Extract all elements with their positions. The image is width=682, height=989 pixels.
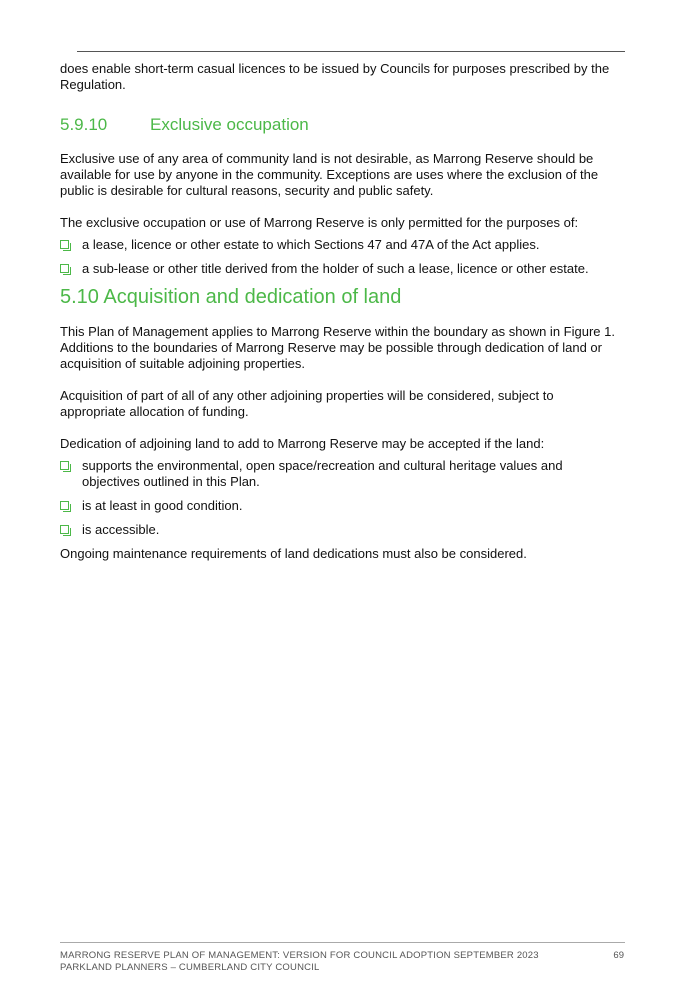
list-item-text: is accessible. — [82, 522, 160, 537]
acquisition-paragraph-4: Ongoing maintenance requirements of land dedications must also be considered. — [60, 546, 527, 561]
section-heading-5-10: 5.10 Acquisition and dedication of land — [60, 286, 402, 308]
intro-paragraph: does enable short-term casual licences to be issued by Councils for purposes prescribed by the Regulation. — [60, 61, 610, 92]
exclusive-occupation-paragraph-2: The exclusive occupation or use of Marrong Reserve is only permitted for the purposes of: — [60, 215, 579, 230]
checkbox-bullet-icon — [60, 264, 69, 273]
exclusive-occupation-paragraph-1: Exclusive use of any area of community land is not desirable, as Marrong Reserve should be available for use by anyone in the community. Exceptions are uses where the exclusion of the public is desirable for cultural reasons, security and public safety. — [60, 151, 599, 198]
list-item-text: is at least in good condition. — [82, 498, 243, 513]
list-item-text: a lease, licence or other estate to which Sections 47 and 47A of the Act applies. — [82, 237, 540, 252]
dedication-criteria-list — [60, 458, 622, 538]
section-title: Exclusive occupation — [150, 115, 309, 134]
acquisition-paragraph-2: Acquisition of part of all of any other adjoining properties will be considered, subject to appropriate allocation of funding. — [60, 388, 554, 419]
footer-line-2: PARKLAND PLANNERS – CUMBERLAND CITY COUNCIL — [60, 962, 320, 973]
page-content — [60, 61, 622, 578]
page-footer — [60, 950, 625, 974]
checkbox-bullet-icon — [60, 525, 69, 534]
checkbox-bullet-icon — [60, 461, 69, 470]
list-item — [60, 458, 622, 490]
checkbox-bullet-icon — [60, 240, 69, 249]
section-heading-5-9-10 — [60, 115, 622, 135]
list-item-text: supports the environmental, open space/recreation and cultural heritage values and objectives outlined in this Plan. — [82, 458, 563, 489]
section-number: 5.9.10 — [60, 115, 108, 134]
footer-line-1: MARRONG RESERVE PLAN OF MANAGEMENT: VERSION FOR COUNCIL ADOPTION SEPTEMBER 2023 — [60, 950, 539, 961]
list-item — [60, 261, 622, 277]
list-item — [60, 522, 622, 538]
acquisition-paragraph-3: Dedication of adjoining land to add to Marrong Reserve may be accepted if the land: — [60, 436, 545, 451]
exclusive-occupation-list — [60, 237, 622, 277]
footer-rule — [60, 942, 625, 943]
list-item-text: a sub-lease or other title derived from the holder of such a lease, licence or other estate. — [82, 261, 589, 276]
checkbox-bullet-icon — [60, 501, 69, 510]
list-item — [60, 237, 622, 253]
list-item — [60, 498, 622, 514]
page-number: 69 — [613, 950, 624, 961]
header-rule — [77, 51, 625, 52]
acquisition-paragraph-1: This Plan of Management applies to Marrong Reserve within the boundary as shown in Figure 1. Additions to the boundaries of Marrong Reserve may be possible through dedication of land or acquisition of suitable adjoining properties. — [60, 324, 615, 371]
